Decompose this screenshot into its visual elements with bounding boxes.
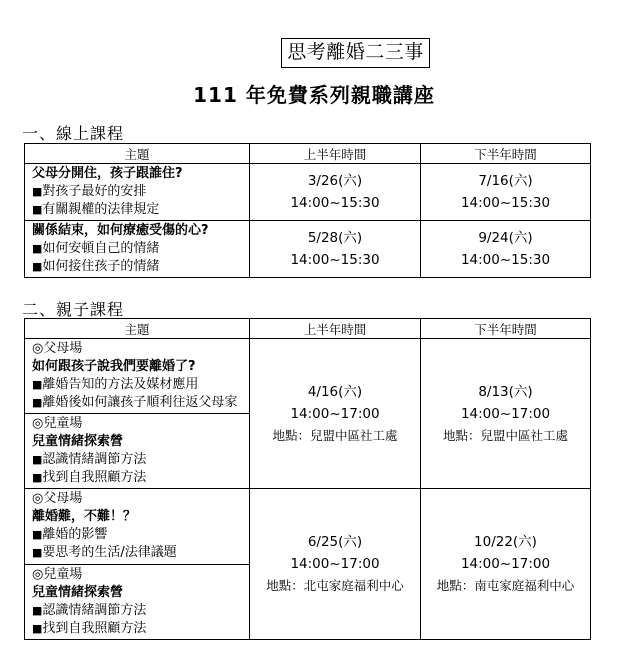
second-half-time-cell (421, 339, 591, 489)
bullet-icon (32, 184, 42, 199)
topic-item: 對孩子最好的安排 (42, 184, 147, 199)
table-header-row (25, 319, 591, 339)
session-date: 7/16(六) (478, 173, 533, 189)
column-header: 主題 (25, 144, 250, 164)
session-date: 10/22(六) (474, 534, 537, 550)
family-course-table (24, 318, 591, 640)
first-half-time-cell (250, 164, 421, 221)
session-time: 14:00~17:00 (290, 556, 380, 572)
family-section-heading: 二、親子課程 (22, 300, 125, 319)
session-location: 地點：兒盟中區社工處 (272, 427, 398, 443)
table-header-row (25, 144, 591, 164)
online-course-table (24, 143, 591, 278)
session-tag: ◎父母場 (32, 341, 83, 356)
topic-title: 離婚難，不難！？ (32, 509, 137, 524)
session-tag: ◎父母場 (32, 491, 83, 506)
topic-item: 認識情緒調節方法 (42, 603, 147, 618)
topic-item: 如何接住孩子的情緒 (42, 259, 160, 274)
session-date: 8/13(六) (478, 383, 533, 400)
session-time: 14:00~17:00 (460, 556, 551, 572)
topic-item: 認識情緒調節方法 (42, 452, 147, 467)
topic-title: 如何跟孩子說我們要離婚了? (32, 359, 196, 374)
topic-title: 兒童情緒探索營 (32, 585, 124, 600)
topic-item: 離婚的影響 (42, 527, 108, 542)
second-half-time-cell (421, 221, 591, 278)
bullet-icon (32, 259, 42, 274)
session-time: 14:00~17:00 (460, 405, 551, 422)
column-header: 上半年時間 (250, 144, 421, 164)
session-date: 4/16(六) (307, 383, 363, 400)
session-time: 14:00~15:30 (460, 252, 551, 268)
topic-title: 父母分開住，孩子跟誰住? (32, 166, 183, 181)
bullet-icon (32, 241, 42, 256)
session-location: 地點：南屯家庭福利中心 (436, 578, 575, 593)
first-half-time-cell (250, 489, 421, 640)
session-tag: ◎兒童場 (32, 567, 83, 582)
session-tag: ◎兒童場 (32, 416, 83, 431)
session-time: 14:00~15:30 (290, 252, 380, 268)
column-header: 主題 (25, 319, 250, 339)
topic-cell (25, 221, 250, 278)
bullet-icon (32, 377, 42, 392)
session-date: 3/26(六) (307, 173, 363, 189)
table-row (25, 339, 591, 414)
session-date: 6/25(六) (307, 534, 363, 550)
second-half-time-cell (421, 164, 591, 221)
document-title: 思考離婚二三事 (281, 38, 430, 68)
bullet-icon (32, 395, 42, 410)
second-half-time-cell (421, 489, 591, 640)
bullet-icon (32, 603, 42, 618)
first-half-time-cell (250, 221, 421, 278)
topic-title: 關係結束，如何療癒受傷的心? (32, 223, 209, 238)
topic-item: 找到自我照顧方法 (42, 470, 147, 485)
topic-item: 離婚告知的方法及媒材應用 (42, 377, 199, 392)
document-subtitle: 111 年免費系列親職講座 (193, 83, 435, 107)
session-time: 14:00~15:30 (290, 195, 380, 211)
table-row (25, 164, 591, 221)
column-header: 上半年時間 (250, 319, 421, 339)
bullet-icon (32, 202, 42, 217)
bullet-icon (32, 470, 42, 485)
session-date: 9/24(六) (478, 230, 533, 246)
session-date: 5/28(六) (307, 230, 363, 246)
topic-item: 有關親權的法律規定 (42, 202, 160, 217)
first-half-time-cell (250, 339, 421, 489)
bullet-icon (32, 452, 42, 467)
parent-session-cell (25, 339, 250, 414)
session-location: 地點：北屯家庭福利中心 (266, 578, 404, 593)
child-session-cell (25, 565, 250, 640)
table-row (25, 489, 591, 565)
topic-title: 兒童情緒探索營 (32, 434, 124, 449)
bullet-icon (32, 527, 42, 542)
online-section-heading: 一、線上課程 (22, 124, 125, 143)
session-time: 14:00~15:30 (460, 195, 551, 211)
topic-cell (25, 164, 250, 221)
topic-item: 離婚後如何讓孩子順利往返父母家 (42, 395, 238, 410)
topic-item: 找到自我照顧方法 (42, 621, 147, 636)
topic-item: 要思考的生活/法律議題 (42, 545, 177, 560)
column-header: 下半年時間 (421, 319, 591, 339)
parent-session-cell (25, 489, 250, 565)
table-row (25, 221, 591, 278)
topic-item: 如何安頓自己的情緒 (42, 241, 160, 256)
child-session-cell (25, 414, 250, 489)
bullet-icon (32, 545, 42, 560)
bullet-icon (32, 621, 42, 636)
session-location: 地點：兒盟中區社工處 (442, 427, 568, 443)
session-time: 14:00~17:00 (290, 405, 380, 422)
column-header: 下半年時間 (421, 144, 591, 164)
